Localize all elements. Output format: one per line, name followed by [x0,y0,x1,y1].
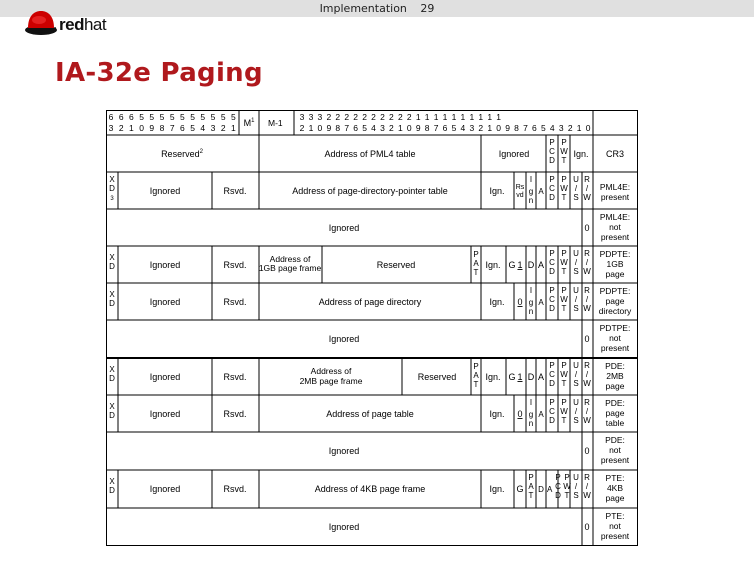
pte4k-pat-2: A [528,482,534,491]
pml4e-np-zero: 0 [584,223,590,233]
pml4e-rw-3: W [583,193,591,202]
pdptedir-ignored: Ignored [149,297,181,307]
bit-low-top-2: 3 [317,112,323,122]
cr3-ign: Ign. [573,149,589,159]
pte4k-pat-3: T [528,491,534,500]
pdpte1g-ignored: Ignored [149,260,181,270]
cr3-pcd-1: P [549,138,555,147]
pdpte1g-d: D [527,260,535,270]
pml4e-address: Address of page-directory-pointer table [292,186,448,196]
bit-low-top-16: 1 [442,112,448,122]
pdptedir-pcd-1: P [549,286,555,295]
bit-low-bottom-30: 2 [567,123,573,133]
pte4k-us-2: / [574,482,578,491]
bit-low-top-1: 3 [308,112,314,122]
pdetable-pcd-2: C [549,407,555,416]
bit-low-bottom-27: 5 [540,123,546,133]
pte4k-label-1: PTE: [605,473,625,483]
pde2m-pat-3: T [473,380,479,389]
pdptedir-rw-3: W [583,304,591,313]
pml4e-pcd-1: P [549,175,555,184]
pdptedir-address: Address of page directory [318,297,422,307]
bit-high-top-3: 5 [139,112,144,122]
pdetable-us-1: U [573,398,579,407]
bit-low-bottom-31: 1 [576,123,582,133]
pdetable-a: A [538,410,544,419]
bit-high-bottom-8: 5 [190,123,195,133]
pdptedir-rsvd: Rsvd. [223,297,247,307]
pte4k-rw-3: W [583,491,591,500]
pte4k-label-3: page [605,493,625,503]
pdetable-ign-n: n [528,419,534,428]
pte4k-xd-x: X [109,477,115,486]
pdptenp-label-2: not [609,333,621,343]
paging-table-svg [106,110,638,550]
pdpte1g-pcd-2: C [549,258,555,267]
pde2m-pwt-2: W [560,370,568,379]
pml4e-label-1: PML4E: [599,182,631,192]
pdpte1g-pcd-3: D [549,267,555,276]
pdpte1g-address-2: 1GB page frame [258,263,322,273]
pdetable-rw-3: W [583,416,591,425]
bit-high-top-10: 5 [210,112,216,122]
pdpte1g-pat-2: A [473,259,479,268]
pte4k-xd-d: D [109,486,115,495]
cr3-address: Address of PML4 table [324,149,416,159]
pml4e-pwt-3: T [561,193,567,202]
pdetable-ignored: Ignored [149,409,181,419]
bit-low-bottom-4: 8 [335,123,341,133]
pde2m-rw-2: / [585,370,589,379]
wordmark-red: red [59,15,84,34]
pdptedir-a: A [538,298,544,307]
pdptedir-rw-1: R [584,286,590,295]
pdptedir-ign: Ign. [489,297,505,307]
pdptedir-us-3: S [573,304,579,313]
pml4e-ign: Ign. [489,186,505,196]
bit-low-bottom-6: 6 [353,123,359,133]
pdptenp-label-1: PDTPE: [599,323,631,333]
pdetable-xd-d: D [109,411,115,420]
pde2m-ps: 1 [517,372,523,382]
pdpte1g-pwt-1: P [561,249,567,258]
pdptedir-us-1: U [573,286,579,295]
bit-high-top-6: 5 [169,112,175,122]
ptenp-label-1: PTE: [605,511,625,521]
pdetable-rw-2: / [585,407,589,416]
bit-high-bottom-1: 2 [118,123,124,133]
pdpte1g-label-2: 1GB [606,259,624,269]
pte4k-label-2: 4KB [606,483,624,493]
bit-low-bottom-13: 9 [415,123,421,133]
bit-low-bottom-8: 4 [371,123,376,133]
bit-low-bottom-5: 7 [344,123,350,133]
bit-low-bottom-2: 0 [317,123,323,133]
pde2m-label-3: page [605,381,625,391]
bit-low-top-21: 1 [487,112,493,122]
bit-high-bottom-6: 7 [169,123,175,133]
pde2m-ign: Ign. [485,372,501,382]
pde2m-pwt-1: P [561,361,567,370]
pdptedir-xd-x: X [109,290,115,299]
pte4k-pcd-2: C [555,482,561,491]
bit-high-top-4: 5 [149,112,155,122]
bit-low-bottom-32: 0 [585,123,591,133]
pdptedir-label-2: page [605,296,625,306]
pdpte1g-pat-1: P [473,250,479,259]
cr3-pwt-1: P [561,138,567,147]
bit-high-bottom-0: 3 [108,123,114,133]
pde2m-address-2: 2MB page frame [299,376,363,386]
cr3-reserved: Reserved$^2$ [161,149,203,159]
bit-low-bottom-12: 0 [406,123,412,133]
pdetable-label-2: page [605,408,625,418]
pdetable-rw-1: R [584,398,590,407]
bit-low-bottom-22: 0 [496,123,502,133]
pml4e-us-2: / [574,184,578,193]
paging-structures-diagram [106,110,638,555]
bit-low-bottom-23: 9 [505,123,510,133]
bit-low-top-15: 1 [433,112,439,122]
pml4e-ign-n: n [528,196,534,205]
bit-low-bottom-28: 4 [549,123,555,133]
pde2m-us-2: / [574,370,578,379]
slide-title: IA-32e Paging [55,58,263,88]
pml4e-us-1: U [573,175,579,184]
cr3-pwt-2: W [560,147,568,156]
bit-high-top-11: 5 [220,112,226,122]
pml4e-pcd-2: C [549,184,555,193]
pdptedir-ign-n: n [528,307,534,316]
pte4k-g: G [516,484,524,494]
pde2m-rsvd: Rsvd. [223,372,247,382]
shadowman-hat-icon [24,8,64,38]
pde2m-pwt-3: T [561,379,567,388]
pdetable-ign: Ign. [489,409,505,419]
bit-low-bottom-26: 6 [532,123,537,133]
bit-high-bottom-7: 6 [180,123,185,133]
pte4k-rw-1: R [584,473,590,482]
pdpte1g-rsvd: Rsvd. [223,260,247,270]
pml4e-np-label-1: PML4E: [599,212,631,222]
pdptenp-label-3: present [600,343,630,353]
pdptedir-pwt-1: P [561,286,567,295]
pml4e-rw-2: / [585,184,589,193]
bit-low-bottom-10: 2 [389,123,394,133]
bit-high-top-0: 6 [108,112,114,122]
bit-low-bottom-25: 7 [523,123,528,133]
pml4e-rsvd: Rsvd. [223,186,247,196]
bit-high-bottom-12: 1 [231,123,236,133]
bit-low-top-12: 2 [406,112,412,122]
bit-m1-label: M-1 [268,118,283,128]
bit-low-top-10: 2 [389,112,394,122]
pdenp-label-1: PDE: [605,435,625,445]
pdptedir-label-3: directory [598,306,632,316]
bit-high-top-5: 5 [159,112,165,122]
bit-low-top-3: 2 [326,112,332,122]
pml4e-rsvd-small: Rs [515,184,525,191]
pdptedir-pwt-3: T [561,304,567,313]
pte4k-pwt-2: W [563,482,571,491]
bit-low-top-8: 2 [371,112,376,122]
bit-low-bottom-9: 3 [380,123,385,133]
pte4k-rsvd: Rsvd. [223,484,247,494]
pde2m-label-2: 2MB [606,371,624,381]
pte4k-address: Address of 4KB page frame [314,484,426,494]
redhat-wordmark [59,15,106,35]
pml4e-ign-g: g [528,187,534,196]
pte4k-pwt-3: T [564,491,570,500]
bit-low-bottom-1: 1 [308,123,314,133]
pdetable-pwt-1: P [561,398,567,407]
pdetable-xd-x: X [109,402,115,411]
pte4k-d: D [538,485,544,494]
pdetable-us-3: S [573,416,579,425]
pdetable-ign-i: I [529,398,533,407]
pdpte1g-label-1: PDPTE: [599,249,631,259]
bit-number-header [109,112,591,133]
bit-low-top-14: 1 [424,112,430,122]
pml4e-xd-x: X [109,175,115,184]
pdptedir-label-1: PDPTE: [599,286,631,296]
pdptenp-ignored: Ignored [328,334,360,344]
pdpte1g-us-2: / [574,258,578,267]
pte4k-pcd-1: P [555,473,561,482]
pde2m-rw-3: W [583,379,591,388]
pdpte1g-label-3: page [605,269,625,279]
bit-low-bottom-15: 7 [433,123,439,133]
ptenp-ignored: Ignored [328,522,360,532]
pde2m-pcd-1: P [549,361,555,370]
pdetable-address: Address of page table [326,409,414,419]
bit-low-top-5: 2 [344,112,350,122]
pdpte1g-a: A [537,260,545,270]
pdptedir-pcd-3: D [549,304,555,313]
bit-low-bottom-21: 1 [487,123,493,133]
bit-low-top-22: 1 [496,112,502,122]
ptenp-zero: 0 [584,522,590,532]
pdetable-pwt-2: W [560,407,568,416]
bit-high-top-7: 5 [180,112,185,122]
pde2m-pcd-3: D [549,379,555,388]
pde2m-d: D [527,372,535,382]
pde2m-pcd-2: C [549,370,555,379]
pte4k-pwt-1: P [564,473,570,482]
pde2m-label-1: PDE: [605,361,625,371]
pml4e-pcd-3: D [549,193,555,202]
bit-low-bottom-16: 6 [442,123,448,133]
pml4e-np-label-3: present [600,232,630,242]
pdpte1g-pcd-1: P [549,249,555,258]
bit-high-top-9: 5 [200,112,206,122]
pdptedir-rw-2: / [585,295,589,304]
bit-low-bottom-17: 5 [451,123,457,133]
pde2m-xd-d: D [109,374,115,383]
pdpte1g-pat-3: T [473,268,479,277]
pdetable-ign-g: g [528,410,534,419]
bit-high-top-1: 6 [118,112,124,122]
bit-low-top-11: 2 [397,112,403,122]
pml4e-label-2: present [600,192,630,202]
bit-low-top-6: 2 [353,112,359,122]
pml4e-ignored: Ignored [149,186,181,196]
pdpte1g-us-1: U [573,249,579,258]
pte4k-a: A [547,485,553,494]
pml4e-xd-sup: 3 [110,196,114,202]
bit-low-top-19: 1 [469,112,475,122]
bit-high-bottom-4: 9 [149,123,155,133]
bit-high-bottom-9: 4 [200,123,206,133]
cr3-label: CR3 [605,149,625,159]
pdptedir-us-2: / [574,295,578,304]
pdpte1g-ign: Ign. [485,260,501,270]
bit-low-top-13: 1 [415,112,421,122]
pdptedir-zero: 0 [517,297,523,307]
pdpte1g-pwt-2: W [560,258,568,267]
pde2m-pat-1: P [473,362,479,371]
bit-high-bottom-5: 8 [159,123,165,133]
pdetable-pcd-1: P [549,398,555,407]
pde2m-xd-x: X [109,365,115,374]
pte4k-pat-1: P [528,473,534,482]
pde2m-reserved: Reserved [417,372,457,382]
bit-low-bottom-7: 5 [362,123,367,133]
pdpte1g-ps: 1 [517,260,523,270]
pml4e-pwt-2: W [560,184,568,193]
pdpte1g-xd-x: X [109,253,115,262]
pde2m-us-1: U [573,361,579,370]
pde2m-g: G [508,372,516,382]
pdpte1g-address-1: Address of [269,254,311,264]
pdetable-label-3: table [605,418,625,428]
bit-low-top-0: 3 [299,112,305,122]
pdptedir-ign-g: g [528,298,534,307]
bit-low-bottom-19: 3 [469,123,475,133]
header-page-number: 29 [420,2,435,15]
header-section: Implementation [319,2,407,15]
pdptedir-pcd-2: C [549,295,555,304]
bit-low-bottom-14: 8 [424,123,430,133]
bit-high-bottom-10: 3 [210,123,216,133]
pte4k-us-1: U [573,473,579,482]
bit-low-bottom-24: 8 [514,123,519,133]
pdetable-label-1: PDE: [605,398,625,408]
bit-low-bottom-11: 1 [397,123,403,133]
pde2m-us-3: S [573,379,579,388]
pdetable-us-2: / [574,407,578,416]
pdpte1g-pwt-3: T [561,267,567,276]
pdpte1g-rw-1: R [584,249,590,258]
ptenp-label-2: not [609,521,621,531]
pdetable-pwt-3: T [561,416,567,425]
bit-low-bottom-3: 9 [326,123,332,133]
pml4e-pwt-1: P [561,175,567,184]
pte4k-pcd-3: D [555,491,561,500]
pde2m-rw-1: R [584,361,590,370]
cr3-ignored: Ignored [498,149,530,159]
pml4e-np-ignored: Ignored [328,223,360,233]
pml4e-a: A [538,187,544,196]
pdptedir-xd-d: D [109,299,115,308]
pml4e-np-label-2: not [609,222,621,232]
bit-low-top-4: 2 [335,112,341,122]
wordmark-hat: hat [83,15,107,34]
bit-m-label: $M^1$ [243,118,255,128]
bit-low-bottom-29: 3 [558,123,564,133]
pte4k-ignored: Ignored [149,484,181,494]
pdetable-zero: 0 [517,409,523,419]
pdptedir-pwt-2: W [560,295,568,304]
pml4e-xd-d: D [109,184,115,193]
pdetable-pcd-3: D [549,416,555,425]
cr3-pwt-3: T [561,156,567,165]
pml4e-us-3: S [573,193,579,202]
pdenp-ignored: Ignored [328,446,360,456]
pdetable-rsvd: Rsvd. [223,409,247,419]
pdenp-label-2: not [609,445,621,455]
pdpte1g-rw-3: W [583,267,591,276]
pdpte1g-rw-2: / [585,258,589,267]
cr3-pcd-3: D [549,156,555,165]
pte4k-rw-2: / [585,482,589,491]
ptenp-label-3: present [600,531,630,541]
pde2m-pat-2: A [473,371,479,380]
bit-low-bottom-0: 2 [299,123,305,133]
bit-low-top-17: 1 [451,112,457,122]
pdptedir-ign-i: I [529,286,533,295]
bit-low-bottom-18: 4 [460,123,466,133]
bit-high-bottom-11: 2 [220,123,226,133]
pml4e-rsvd-small-2: vd [516,192,524,199]
pdpte1g-reserved: Reserved [376,260,416,270]
cr3-pcd-2: C [549,147,555,156]
bit-high-bottom-2: 1 [129,123,134,133]
pde2m-address-1: Address of [310,366,352,376]
pdpte1g-xd-d: D [109,262,115,271]
bit-high-top-8: 5 [190,112,195,122]
bit-low-top-20: 1 [478,112,484,122]
pdenp-zero: 0 [584,446,590,456]
pte4k-us-3: S [573,491,579,500]
pml4e-rw-1: R [584,175,590,184]
pdptenp-zero: 0 [584,334,590,344]
pte4k-ign: Ign. [489,484,505,494]
pdpte1g-us-3: S [573,267,579,276]
pde2m-ignored: Ignored [149,372,181,382]
pdpte1g-g: G [508,260,516,270]
pde2m-a: A [537,372,545,382]
pdenp-label-3: present [600,455,630,465]
bit-low-top-9: 2 [380,112,385,122]
bit-high-top-2: 6 [129,112,134,122]
bit-low-top-7: 2 [362,112,367,122]
pml4e-ign-i: I [529,175,533,184]
bit-high-bottom-3: 0 [139,123,144,133]
bit-low-bottom-20: 2 [478,123,484,133]
bit-low-top-18: 1 [460,112,466,122]
bit-high-top-12: 5 [231,112,236,122]
